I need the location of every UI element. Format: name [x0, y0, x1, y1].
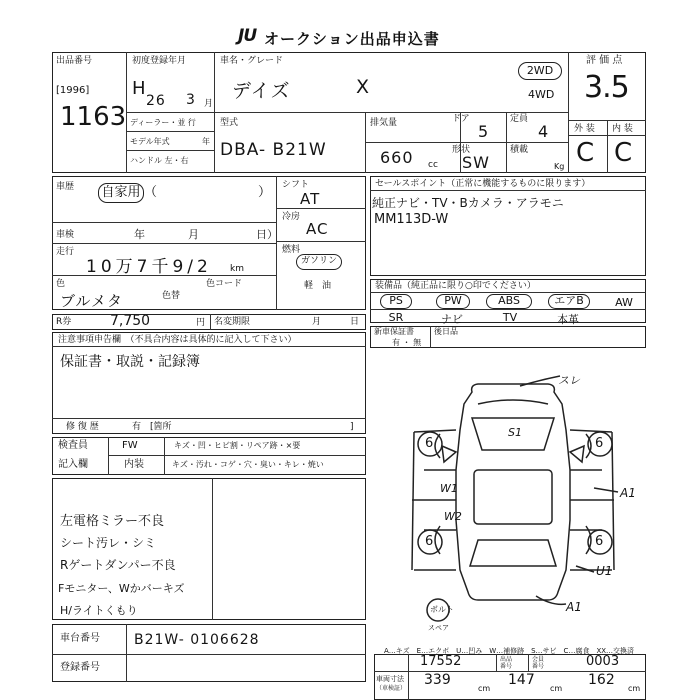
- shaken-month: 月: [188, 228, 199, 241]
- repair-label: 修 復 歴: [66, 422, 99, 432]
- mileage-label: 走行: [56, 247, 75, 257]
- wheel-mark: 6: [425, 534, 434, 549]
- wheel-mark: 6: [595, 534, 604, 549]
- mark-rear: A1: [566, 600, 582, 614]
- dims-label-2: （車検証）: [376, 685, 407, 692]
- first-reg-label: 初度登録年月: [132, 56, 187, 66]
- displacement: 660: [380, 148, 414, 167]
- fuel-label: 燃料: [282, 245, 301, 255]
- lot-number: 1163: [60, 102, 127, 132]
- name-change-month: 月: [312, 317, 322, 327]
- chassis-label: 車台番号: [60, 633, 100, 644]
- name-change-day: 日: [350, 317, 360, 327]
- dims-label-1: 車両寸法: [376, 675, 404, 683]
- model-year-label: モデル年式: [130, 137, 170, 146]
- exterior-grade: C: [576, 138, 596, 168]
- fw-label: FW: [122, 440, 138, 451]
- first-reg-month: 3: [186, 92, 196, 108]
- shaken-label: 車検: [56, 230, 75, 240]
- fw-items: キズ・凹・ヒビ割・リペア跡・×要: [174, 441, 301, 450]
- color-value: ブルメタ: [60, 292, 123, 310]
- lot-sub: [1996]: [56, 85, 90, 96]
- repair-close: ]: [350, 422, 354, 432]
- mark-scratch-front: スレ: [558, 374, 580, 387]
- dim-length-unit: cm: [478, 684, 491, 693]
- evaluation-score: 3.5: [584, 70, 629, 105]
- inspector-note: シート汚レ・シミ: [60, 536, 157, 550]
- wheel-mark: 6: [595, 436, 604, 451]
- dim-width: 147: [508, 672, 535, 688]
- name-change-label: 名変期限: [214, 317, 251, 327]
- code-label-1: 出品: [500, 656, 513, 663]
- car-name-label: 車名・グレード: [220, 56, 284, 66]
- wheel-mark: 6: [425, 436, 434, 451]
- shaken-day: 日）: [256, 228, 278, 241]
- door-label: ドア: [452, 114, 470, 124]
- color-code-label: 色コード: [206, 279, 243, 289]
- ac-label: 冷房: [282, 212, 301, 222]
- mark-roof: S1: [508, 426, 522, 439]
- equip-abs: ABS: [486, 294, 532, 309]
- inspector-note: H/ライトくもり: [60, 604, 138, 617]
- code-label-2: 番号: [500, 663, 513, 670]
- color-label: 色: [56, 279, 66, 289]
- interior-grade: C: [614, 138, 634, 168]
- chassis-number: B21W- 0106628: [134, 632, 260, 648]
- usage-value: 自家用: [98, 183, 144, 203]
- equip-airbag: エアB: [548, 294, 590, 309]
- code-value-2: 0003: [586, 654, 620, 669]
- usage-paren-close: ）: [258, 185, 272, 200]
- inspector-note: Rゲートダンパー不良: [60, 558, 176, 572]
- kg-unit: Kg: [554, 162, 565, 171]
- body-shape: SW: [462, 153, 490, 172]
- color-change-label: 色替: [162, 291, 181, 301]
- equip-tv: TV: [502, 311, 518, 324]
- dim-height-unit: cm: [628, 684, 641, 693]
- mark-right: A1: [620, 486, 636, 500]
- dealer-label: ディーラー・並 行: [130, 118, 196, 127]
- equip-ps: PS: [380, 294, 412, 309]
- model-label: 型式: [220, 118, 239, 128]
- mark-left-front: W1: [440, 482, 458, 495]
- fuel-diesel: 軽 油: [304, 281, 332, 291]
- recycle-unit: 円: [196, 318, 206, 328]
- car-name: デイズ: [232, 80, 291, 102]
- dim-width-unit: cm: [550, 684, 563, 693]
- equip-leather: 本革: [557, 313, 579, 326]
- mileage-value: 10万7千9/2: [86, 257, 212, 277]
- equipment-label: 装備品（純正品に限り○印でください）: [375, 281, 536, 291]
- mark-left-rear: W2: [444, 510, 462, 523]
- first-reg-era: H: [132, 78, 147, 99]
- equip-sr: SR: [388, 311, 404, 324]
- equip-aw: AW: [615, 296, 633, 309]
- notes-label: 注意事項申告欄 （不具合内容は具体的に記入して下さい）: [58, 335, 297, 345]
- inspector-note: 左電格ミラー不良: [60, 514, 165, 529]
- sales-line2: MM113D-W: [374, 212, 449, 227]
- sales-label: セールスポイント（正常に機能するものに限ります）: [375, 179, 591, 189]
- score-label: 評 価 点: [586, 55, 623, 66]
- mileage-unit: km: [230, 264, 244, 274]
- warranty-after: 後日品: [434, 327, 458, 336]
- shaken-year: 年: [134, 228, 145, 241]
- dim-height: 162: [588, 672, 615, 688]
- first-reg-year: 26: [146, 93, 166, 109]
- seats: 4: [538, 122, 550, 141]
- notes-value: 保証書・取説・記録簿: [60, 354, 200, 370]
- recycle-value: 7,750: [110, 313, 151, 329]
- page-title: オークション出品申込書: [264, 30, 440, 48]
- registration-label: 登録番号: [60, 662, 100, 673]
- spare-label: スペア: [428, 624, 449, 632]
- car-grade: X: [356, 76, 371, 98]
- doors: 5: [478, 122, 490, 141]
- seats-label: 定員: [510, 114, 529, 124]
- recycle-label: R券: [56, 317, 72, 327]
- model-code: DBA- B21W: [220, 140, 327, 160]
- displacement-label: 排気量: [370, 118, 398, 128]
- first-reg-month-unit: 月: [204, 99, 214, 109]
- warranty-label: 新車保証書: [374, 327, 414, 336]
- interior-label: 内 装: [612, 124, 633, 134]
- equip-pw: PW: [436, 294, 470, 309]
- inspector-label-2: 記入欄: [58, 459, 88, 470]
- auction-logo: JU: [238, 26, 257, 46]
- fuel-gasoline: ガソリン: [296, 254, 342, 270]
- shape-label: 形状: [452, 145, 471, 155]
- model-year-unit: 年: [202, 137, 210, 146]
- usage-label: 車歴: [56, 182, 75, 192]
- naiso-label: 内装: [124, 459, 144, 470]
- sales-line1: 純正ナビ・TV・Bカメラ・アラモニ: [372, 196, 564, 210]
- repair-value: 有 [箇所: [132, 422, 172, 432]
- exterior-label: 外 装: [574, 124, 595, 134]
- equip-navi: ナビ: [441, 313, 463, 326]
- lot-label: 出品番号: [56, 56, 93, 66]
- warranty-options: 有 ・ 無: [392, 338, 422, 347]
- code-value: 17552: [420, 654, 462, 669]
- drive-2wd: 2WD: [518, 62, 562, 80]
- handle-label: ハンドル 左・右: [130, 156, 189, 165]
- inspector-label-1: 検査員: [58, 440, 88, 451]
- cc-unit: cc: [428, 160, 438, 170]
- naiso-items: キズ・汚れ・コゲ・穴・臭い・キレ・焼い: [172, 460, 324, 469]
- damage-legend: A…キズ E…エクボ U…凹み W…補修跡 S…サビ C…腐食 XX…交換済: [384, 647, 635, 655]
- capacity-label: 積載: [510, 145, 529, 155]
- shift-value: AT: [300, 190, 321, 208]
- code-label-3: 会員: [532, 656, 545, 663]
- ac-value: AC: [306, 220, 329, 238]
- dim-length: 339: [424, 672, 451, 688]
- shift-label: シフト: [282, 180, 310, 190]
- usage-paren-open: （: [144, 185, 158, 200]
- mark-right-rear: U1: [596, 564, 613, 578]
- drive-4wd: 4WD: [528, 88, 555, 101]
- spare-tyre-mark: ボルト: [430, 605, 454, 614]
- code-label-4: 番号: [532, 663, 545, 670]
- inspector-note: Fモニター、Wかバーキズ: [58, 582, 185, 595]
